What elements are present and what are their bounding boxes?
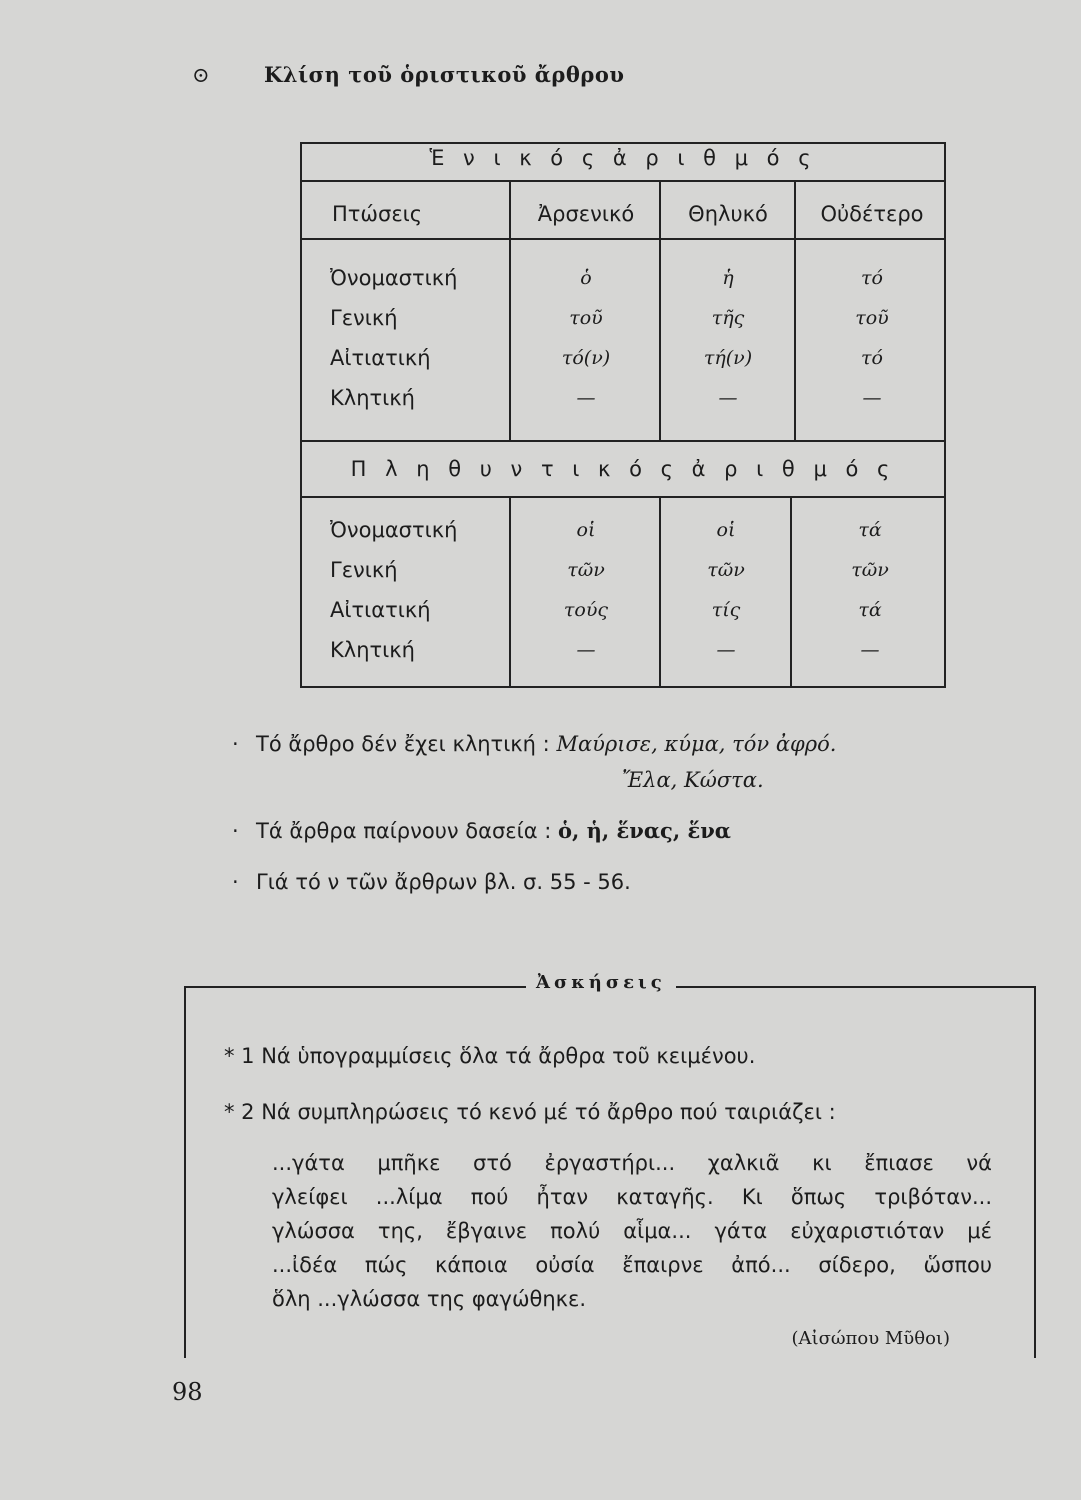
article-form: — (860, 639, 880, 661)
note-example-2 (622, 768, 764, 792)
exercise-line: γλώσσα της, ἔβγαινε πολύ αἷμα... γάτα εὐχαριστιόταν μέ (272, 1219, 992, 1243)
article-form: οἱ (716, 519, 736, 541)
article-form: τούς (563, 599, 609, 621)
case-name: Ὀνομαστική (330, 518, 458, 542)
exercises-title: Ἀσκήσεις (526, 972, 676, 993)
article-form: — (576, 639, 596, 661)
article-form: τῶν (567, 559, 605, 581)
header-cases: Πτώσεις (332, 202, 423, 226)
note-rough-breathing: · Τά ἄρθρα παίρνουν δασεία : ὁ, ἡ, ἕνας, ἕνα (232, 818, 731, 843)
article-form: τῶν (707, 559, 745, 581)
article-form: τοῦ (855, 307, 889, 329)
singular-feminine (662, 258, 794, 418)
article-form: — (576, 387, 596, 409)
article-form: τῶν (851, 559, 889, 581)
article-form: τῆς (711, 307, 745, 329)
note-final-n: · Γιά τό ν τῶν ἄρθρων βλ. σ. 55 - 56. (232, 870, 631, 894)
article-form: τό (861, 347, 883, 369)
plural-cases (330, 510, 457, 670)
case-name: Ὀνομαστική (330, 266, 458, 290)
singular-masculine (512, 258, 660, 418)
note-example: Μαύρισε, κύμα, τόν ἀφρό. (556, 732, 837, 756)
article-form: τίς (711, 599, 741, 621)
article-form: ἡ (722, 267, 734, 289)
case-name: Αἰτιατική (330, 346, 431, 370)
exercise-line: γλείφει ...λίμα πού ἦταν καταγῆς. Κι ὅπως τριβόταν... (272, 1185, 992, 1209)
article-form: τά (858, 599, 882, 621)
article-form: — (718, 387, 738, 409)
plural-masculine (512, 510, 660, 670)
plural-neuter (793, 510, 947, 670)
plural-feminine (662, 510, 790, 670)
circle-dot-icon: ⊙ (192, 63, 211, 87)
article-declension-table (300, 142, 946, 688)
exercise-text (272, 1146, 992, 1316)
exercise-line: ...γάτα μπῆκε στό ἐργαστήρι... χαλκιᾶ κι ἔπιασε νά (272, 1151, 992, 1175)
note-text: Γιά τό ν τῶν ἄρθρων βλ. σ. 55 - 56. (256, 870, 631, 894)
note-text: Τά ἄρθρα παίρνουν δασεία : (256, 819, 552, 843)
page-number: 98 (172, 1378, 203, 1406)
article-form: οἱ (576, 519, 596, 541)
exercise-line: ...ἰδέα πώς κάποια οὐσία ἔπαιρνε ἀπό... σίδερο, ὥσπου (272, 1253, 992, 1277)
section-heading (192, 62, 624, 87)
article-form: τό(ν) (561, 347, 611, 369)
case-name: Κλητική (330, 386, 415, 410)
heading-title: Κλίση τοῦ ὁριστικοῦ ἄρθρου (264, 62, 625, 87)
singular-cases (330, 258, 457, 418)
article-form: — (716, 639, 736, 661)
case-name: Αἰτιατική (330, 598, 431, 622)
singular-title: Ἑ ν ι κ ό ς ἀ ρ ι θ μ ό ς (429, 146, 817, 170)
article-form: ὁ (580, 267, 592, 289)
plural-title: Π λ η θ υ ν τ ι κ ό ς ἀ ρ ι θ μ ό ς (350, 457, 896, 481)
exercises-box (184, 972, 1036, 1358)
header-masculine: Ἀρσενικό (537, 202, 635, 226)
article-form: τή(ν) (703, 347, 753, 369)
header-feminine: Θηλυκό (688, 202, 768, 226)
note-example: Ἔλα, Κώστα. (622, 768, 764, 792)
note-text: Τό ἄρθρο δέν ἔχει κλητική : (256, 732, 550, 756)
exercise-1: * 1 Νά ὑπογραμμίσεις ὅλα τά ἄρθρα τοῦ κειμένου. (224, 1044, 756, 1068)
header-neuter: Οὐδέτερο (820, 202, 924, 226)
article-form: τοῦ (569, 307, 603, 329)
exercise-line: ὅλη ...γλώσσα της φαγώθηκε. (272, 1287, 587, 1311)
exercise-source: (Αἰσώπου Μῦθοι) (791, 1328, 950, 1349)
article-form: τά (858, 519, 882, 541)
exercise-2: * 2 Νά συμπληρώσεις τό κενό μέ τό ἄρθρο πού ταιριάζει : (224, 1100, 836, 1124)
article-form: — (862, 387, 882, 409)
note-bold-examples: ὁ, ἡ, ἕνας, ἕνα (558, 818, 731, 843)
case-name: Κλητική (330, 638, 415, 662)
case-name: Γενική (330, 306, 398, 330)
article-form: τό (861, 267, 883, 289)
case-name: Γενική (330, 558, 398, 582)
singular-neuter (797, 258, 947, 418)
note-vocative: · Τό ἄρθρο δέν ἔχει κλητική : Μαύρισε, κύμα, τόν ἀφρό. (232, 732, 837, 756)
